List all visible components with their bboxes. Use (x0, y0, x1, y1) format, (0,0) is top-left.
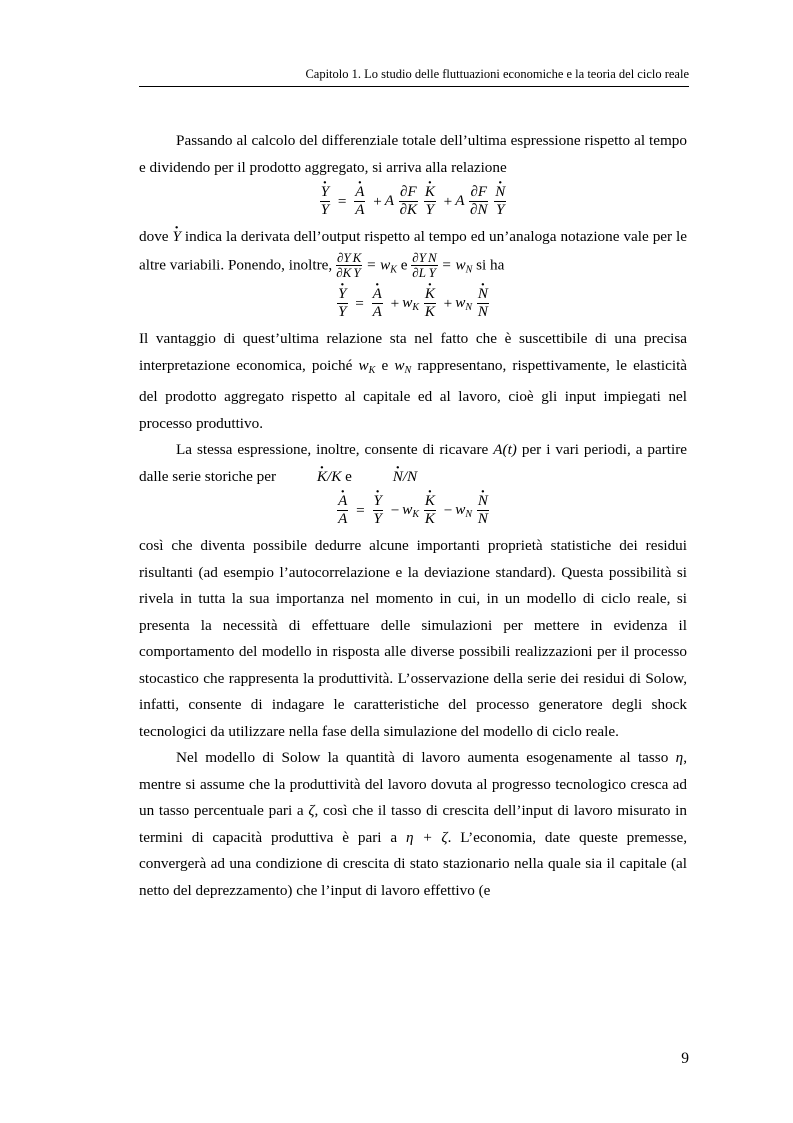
paragraph-2: dove · Y indica la derivata dell’output rispetto al tempo ed un’analoga notazione vale per le altre variabili. Ponendo, inoltre, $\frac{\partial Y}{\partial K}$ $\frac{K}{Y}$ = $w_K$ e $\frac{\partial Y}{\partial L}$ $\frac{N}{Y}$ = $w_N$ si ha (139, 224, 687, 283)
paragraph-4: La stessa espressione, inoltre, consente di ricavare A(t) per i vari periodi, a partire dalle serie storiche per · K/K e · N/N (139, 437, 687, 490)
equation-3: · $\frac{A}{A}$ = · $\frac{Y}{Y}$ − $w_K$ · $\frac{K}{K}$ − $w_N$ · $\frac{N}{N}$ (139, 494, 687, 527)
header-rule (139, 86, 689, 87)
equation-1: · $\frac{Y}{Y}$ = · $\frac{A}{A}$ + A $\frac{\partial F}{\partial K}$ · $\frac{K}{Y}$ + A $\frac{\partial F}{\partial N}$ · $\frac{N}{Y}$ (139, 185, 687, 218)
equation-2: · $\frac{Y}{Y}$ = · $\frac{A}{A}$ + $w_K$ · $\frac{K}{K}$ + $w_N$ · $\frac{N}{N}$ (139, 287, 687, 320)
running-header: Capitolo 1. Lo studio delle fluttuazioni economiche e la teoria del ciclo reale (305, 67, 689, 81)
paragraph-3: Il vantaggio di quest’ultima relazione sta nel fatto che è suscettibile di una precisa interpretazione economica, poiché $w_K$ e $w_N$ rappresentano, rispettivamente, le elasticità del prodotto aggregato rispetto al capitale ed al lavoro, cioè gli input impiegati nel processo produttivo. (139, 330, 688, 432)
page-body (139, 128, 687, 904)
paragraph-6: Nel modello di Solow la quantità di lavoro aumenta esogenamente al tasso η, mentre si assume che la produttività del lavoro dovuta al progresso tecnologico cresca ad un tasso percentuale pari a ζ, così che il tasso di crescita dell’input di lavoro misurato in termini di capacità produttiva è pari a η + ζ. L’economia, date queste premesse, convergerà ad una condizione di crescita di stato stazionario nella quale sia il capitale (al netto del deprezzamento) che l’input di lavoro effettivo (e (139, 749, 688, 899)
page-number: 9 (681, 1050, 689, 1067)
paragraph-5: così che diventa possibile dedurre alcune importanti proprietà statistiche dei residui risultanti (ad esempio l’autocorrelazione e la deviazione standard). Questa possibilità si rivela in tutta la sua importanza nel momento in cui, in un modello di ciclo reale, si presenta la necessità di effettuare delle simulazioni per mettere in evidenza il comportamento del modello in risposta alle diverse possibili realizzazioni per il processo stocastico che rappresenta la produttività. L’osservazione della serie dei residui di Solow, infatti, consente di indagare le caratteristiche del processo generatore degli shock tecnologici da utilizzare nella fase della simulazione del modello di ciclo reale. (139, 537, 687, 740)
paragraph-1: Passando al calcolo del differenziale totale dell’ultima espressione rispetto al tempo e dividendo per il prodotto aggregato, si arriva alla relazione (139, 132, 687, 176)
